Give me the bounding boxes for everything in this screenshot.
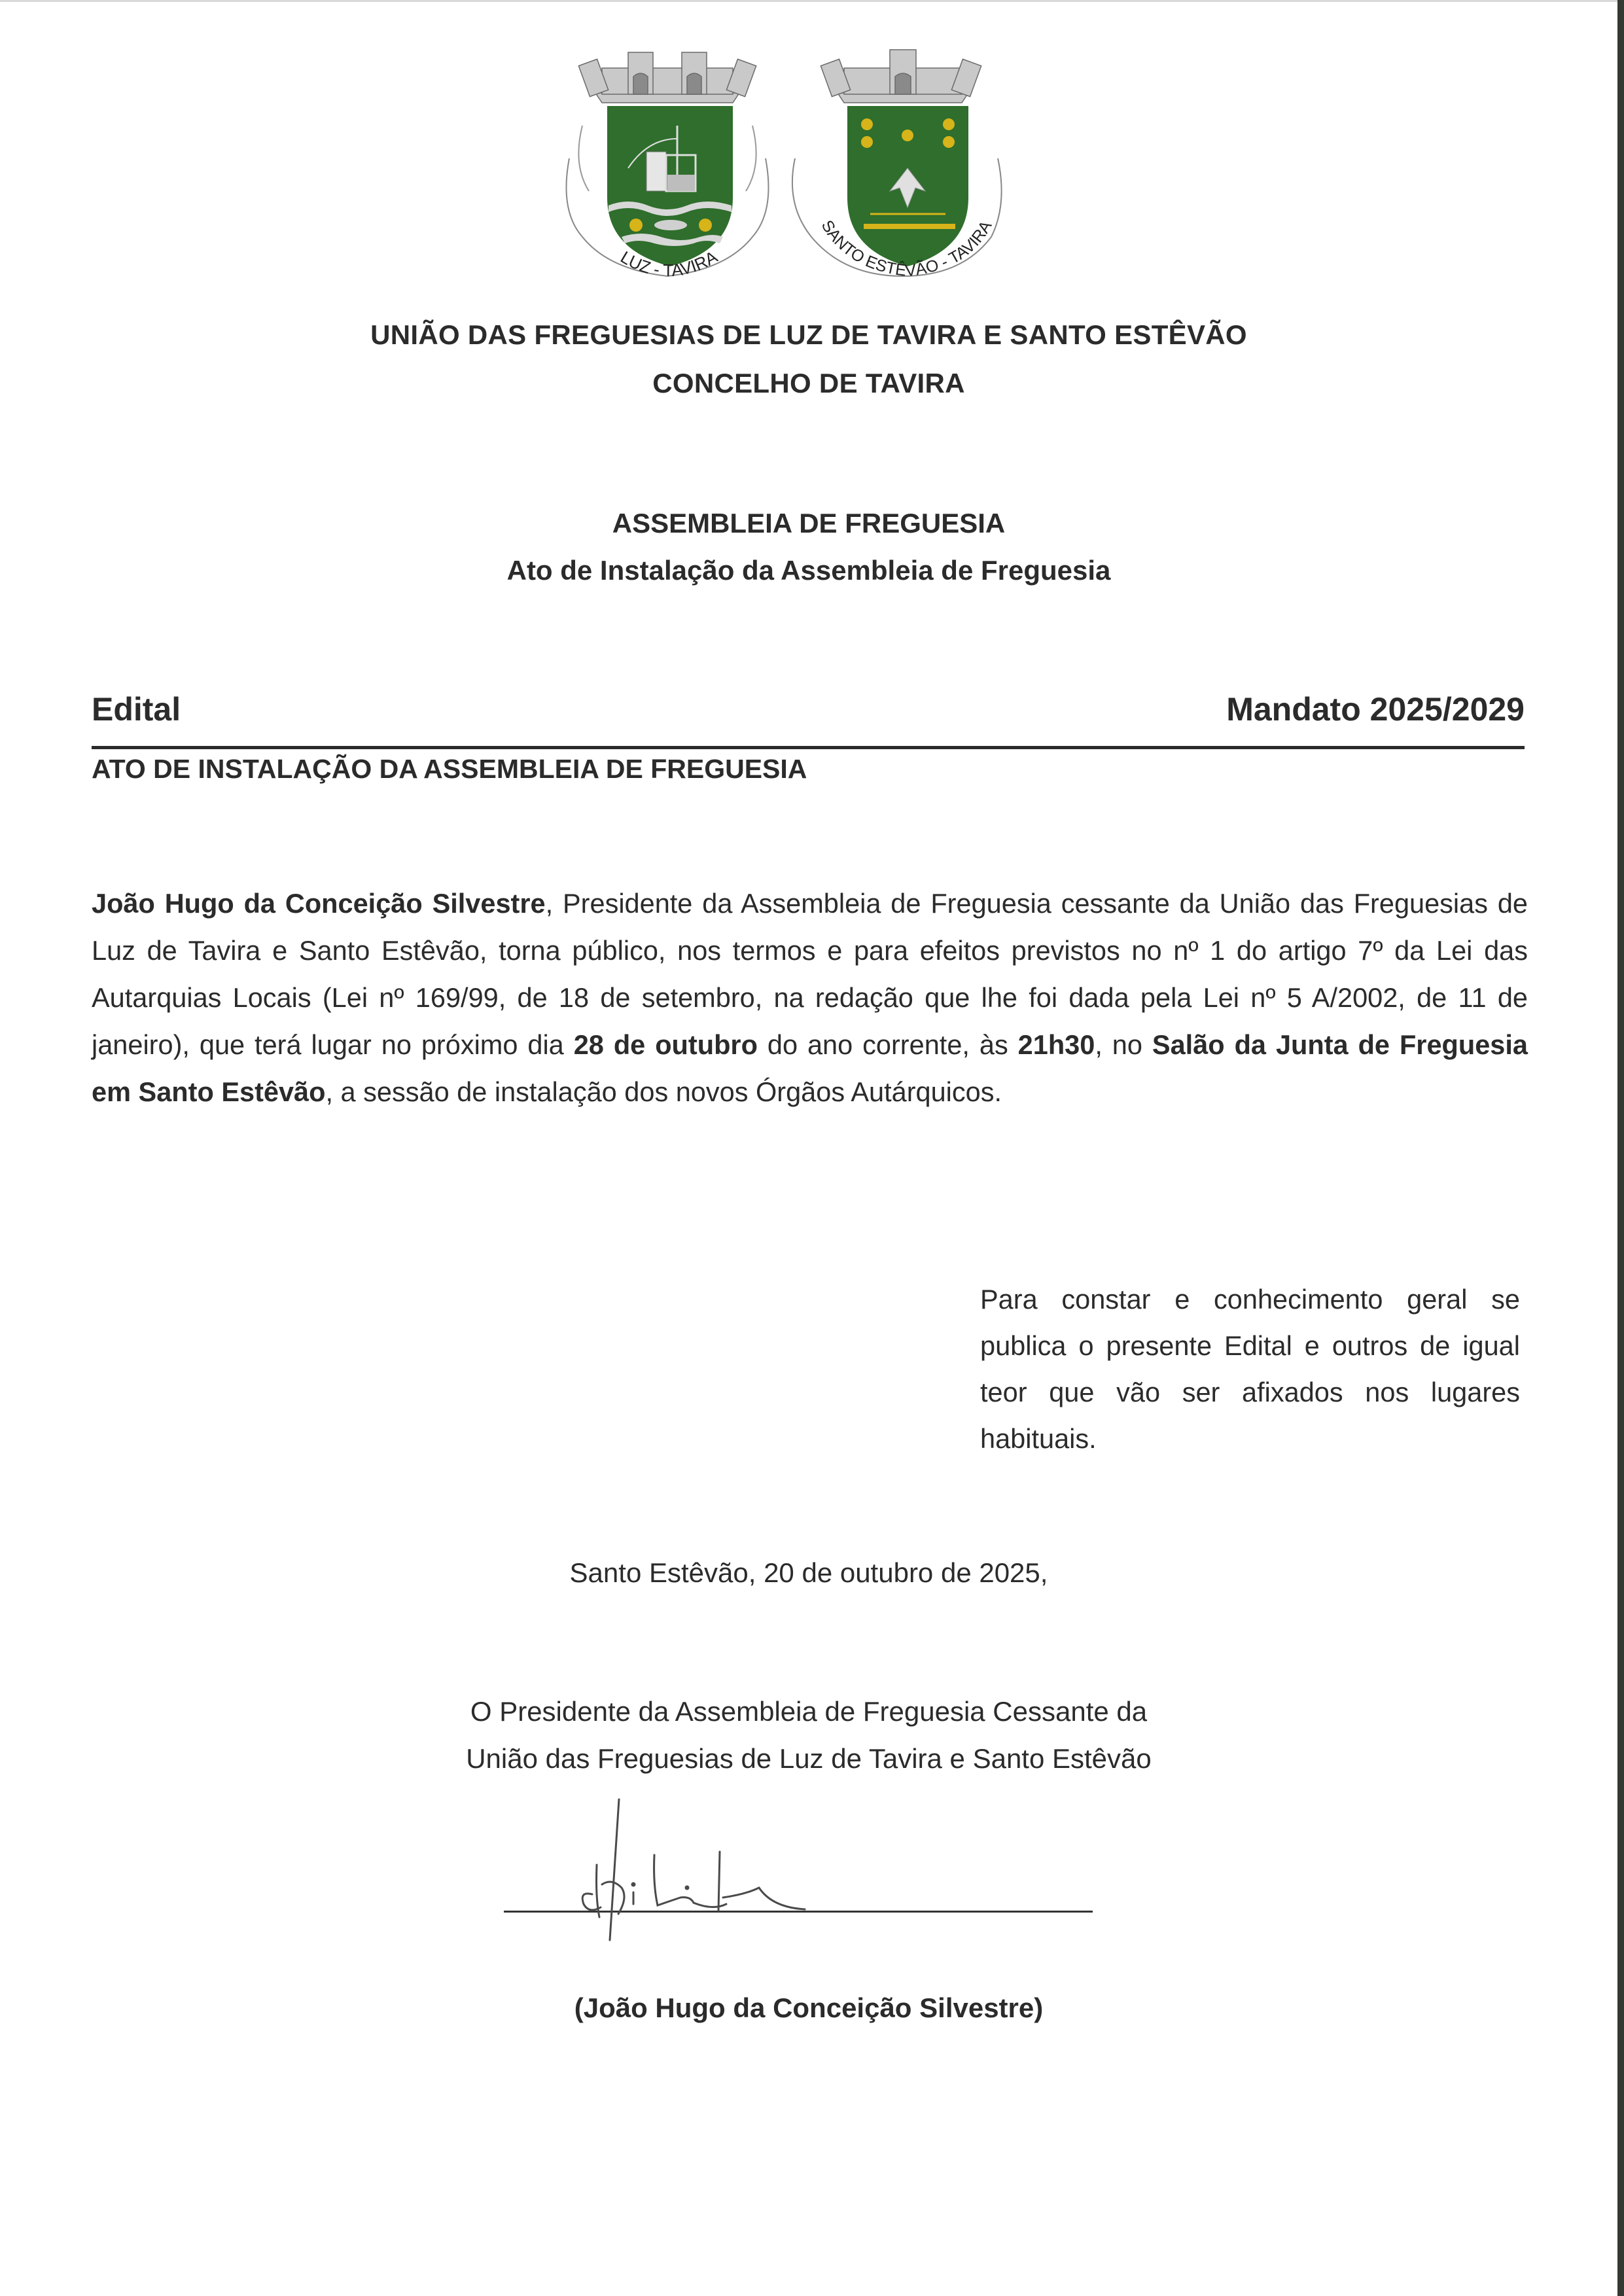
president-name: João Hugo da Conceição Silvestre [92, 888, 546, 919]
body-text: , no [1095, 1029, 1152, 1060]
session-date: 28 de outubro [573, 1029, 758, 1060]
crest-scroll-text: LUZ - TAVIRA [617, 247, 721, 281]
header-divider [92, 746, 1525, 749]
body-text: do ano corrente, às [757, 1029, 1018, 1060]
crest-scroll-text: SANTO ESTÊVÃO - TAVIRA [817, 217, 996, 281]
notice-header [92, 690, 1525, 736]
crest-luz-tavira [556, 41, 779, 289]
session-venue: Salão da Junta de Freguesia em Santo Estêvão [92, 1029, 1528, 1107]
signer-name: (João Hugo da Conceição Silvestre) [574, 1992, 1044, 2023]
signature-caption-line2: União das Freguesias de Luz de Tavira e Santo Estêvão [466, 1743, 1152, 1774]
document-subtitle: Ato de Instalação da Assembleia de Freguesia [506, 555, 1111, 586]
session-time: 21h30 [1017, 1029, 1095, 1060]
place-and-date: Santo Estêvão, 20 de outubro de 2025, [569, 1557, 1048, 1588]
signature-block [497, 1780, 1112, 1950]
handwritten-signature-icon [497, 1780, 1112, 1950]
body-text: , Presidente da Assembleia de Freguesia cessante da União das Freguesias de Luz de Tavira e Santo Estêvão, torna público, nos termos e para efeitos previstos no nº 1 do artigo 7º da Lei das Autarquias Locais (Lei nº 169/99, de 18 de setembro, na redação que lhe foi dada pela Lei nº 5 A/2002, de 11 de janeiro), que terá lugar no próximo dia [92, 888, 1528, 1060]
notice-type: Edital [92, 691, 181, 728]
municipality-name: CONCELHO DE TAVIRA [652, 368, 965, 398]
coat-of-arms-icon [785, 41, 1008, 289]
notice-subject: ATO DE INSTALAÇÃO DA ASSEMBLEIA DE FREGUESIA [92, 754, 807, 784]
organization-name: UNIÃO DAS FREGUESIAS DE LUZ DE TAVIRA E SANTO ESTÊVÃO [370, 319, 1247, 350]
crest-santo-estevao [785, 41, 1008, 289]
scan-border-right [1617, 0, 1624, 2296]
mandate-label: Mandato 2025/2029 [1226, 691, 1525, 728]
body-text: , a sessão de instalação dos novos Órgãos Autárquicos. [325, 1076, 1002, 1107]
signature-caption-line1: O Presidente da Assembleia de Freguesia Cessante da [470, 1696, 1148, 1727]
coat-of-arms-icon [556, 41, 779, 289]
notice-body [92, 880, 1528, 1116]
document-title: ASSEMBLEIA DE FREGUESIA [612, 508, 1006, 539]
scan-border-top [0, 0, 1624, 2]
closing-statement: Para constar e conhecimento geral se publica o presente Edital e outros de igual teor que vão ser afixados nos lugares habituais. [980, 1284, 1520, 1454]
